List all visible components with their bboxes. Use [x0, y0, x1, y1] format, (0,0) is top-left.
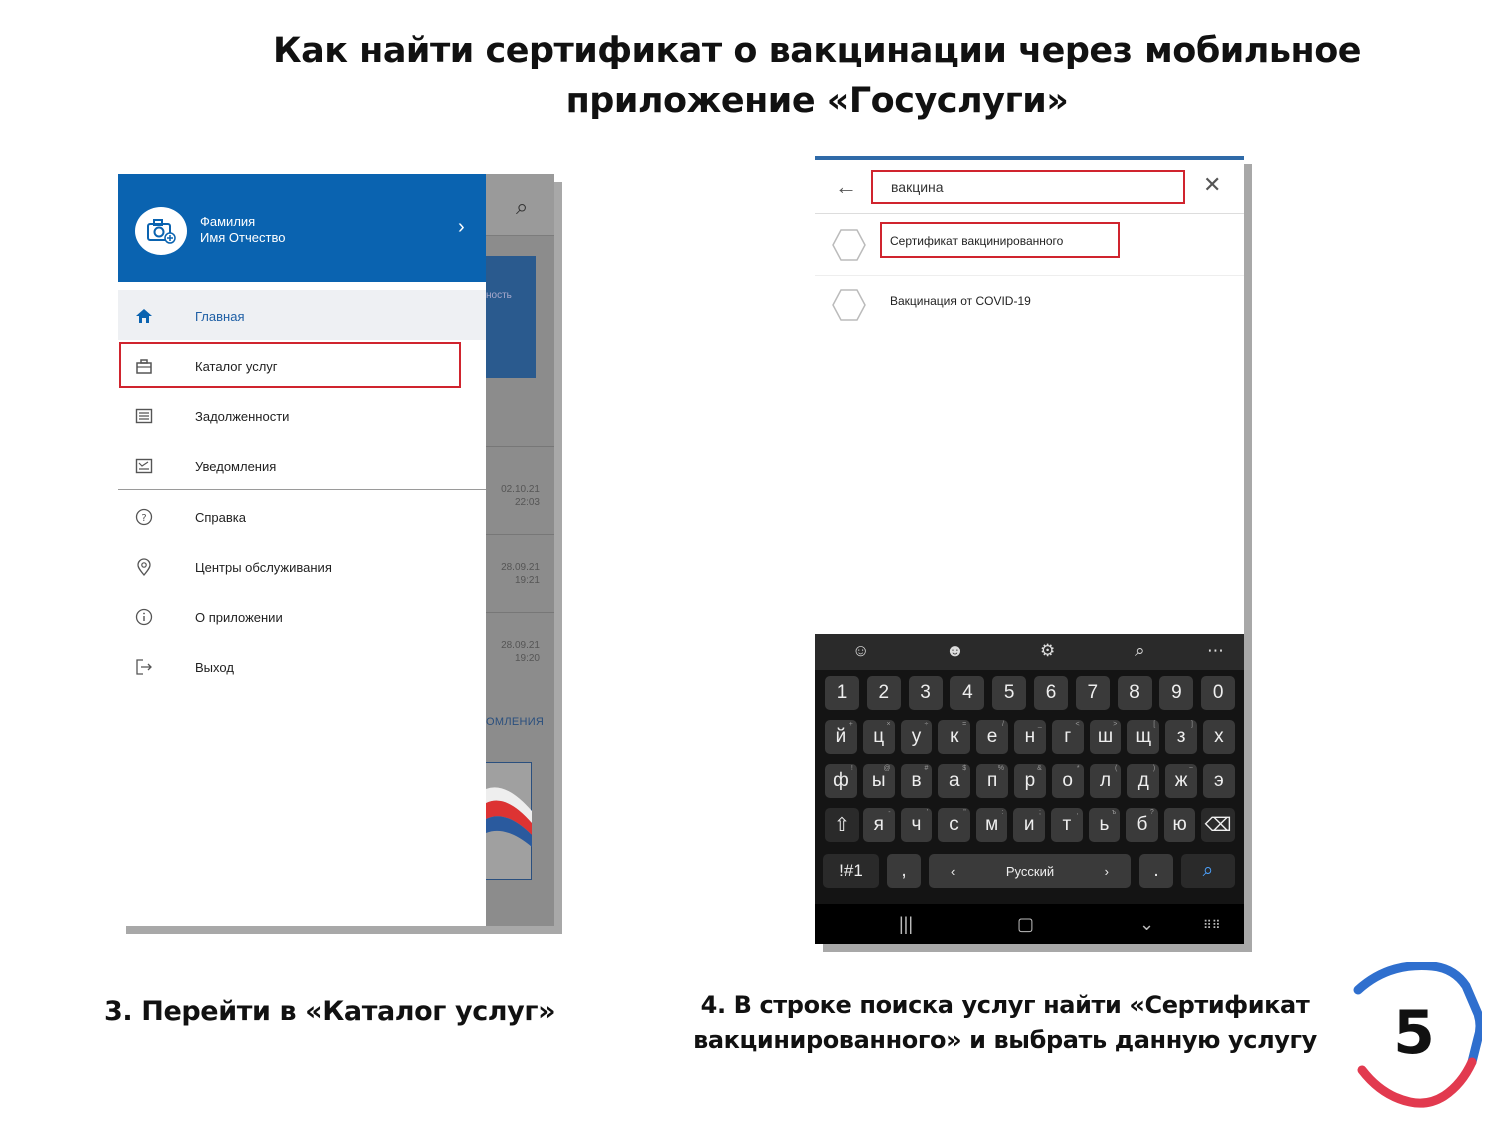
search-bar	[815, 160, 1244, 214]
home-icon	[134, 306, 154, 326]
title-line-1: Как найти сертификат о вакцинации через мобильное	[272, 31, 1362, 71]
search-icon[interactable]: ⌕	[1135, 641, 1145, 660]
emoji-icon[interactable]: ☺	[852, 641, 870, 660]
keyboard-switch-icon[interactable]: ⠿⠿	[1203, 918, 1221, 932]
background-row	[486, 612, 554, 688]
letter-key[interactable]	[1127, 720, 1159, 754]
notifications-icon	[134, 456, 154, 476]
menu-item-service-centers[interactable]	[118, 541, 486, 591]
key-secondary-label: =	[962, 721, 967, 728]
row-date: 28.09.21	[501, 562, 540, 573]
key-label: ш	[1097, 726, 1114, 747]
key-label: т	[1062, 814, 1072, 835]
row-time: 22:03	[514, 497, 540, 508]
letter-key[interactable]	[1014, 720, 1046, 754]
menu-item-label: Уведомления	[195, 459, 277, 474]
background-banner	[486, 762, 532, 880]
key-secondary-label: ]	[1191, 721, 1193, 728]
key-secondary-label: :	[1001, 809, 1004, 816]
menu-item-about[interactable]	[118, 591, 486, 641]
letter-key[interactable]	[901, 764, 933, 798]
key-label: с	[949, 814, 959, 835]
letter-key[interactable]	[901, 808, 933, 842]
letter-key[interactable]	[863, 720, 895, 754]
background-card	[486, 256, 536, 378]
highlight-catalog	[119, 342, 461, 388]
result-label: Вакцинация от COVID-19	[890, 294, 1031, 308]
number-key[interactable]: 5	[992, 676, 1026, 710]
key-label: з	[1176, 726, 1186, 747]
key-secondary-label: %	[997, 765, 1004, 772]
key-secondary-label: &	[1037, 765, 1042, 772]
key-label: г	[1064, 726, 1072, 747]
letter-key[interactable]	[976, 808, 1008, 842]
logout-icon	[134, 657, 154, 677]
symbols-key[interactable]: !#1	[823, 854, 879, 888]
letter-key[interactable]	[1089, 808, 1121, 842]
letter-key[interactable]	[976, 720, 1008, 754]
menu-item-label: Главная	[195, 309, 245, 324]
letter-key[interactable]	[1052, 764, 1084, 798]
key-label: е	[986, 726, 998, 747]
close-icon[interactable]: ✕	[1203, 172, 1222, 197]
profile-name	[200, 214, 285, 246]
location-icon	[134, 557, 154, 577]
space-key[interactable]	[929, 854, 1131, 888]
help-icon	[134, 507, 154, 527]
flag-graphic	[486, 763, 532, 881]
screenshot-menu	[118, 174, 554, 926]
menu-item-label: Выход	[195, 660, 234, 675]
key-label: б	[1136, 814, 1148, 835]
key-secondary-label: /	[1002, 721, 1004, 728]
key-label: п	[986, 770, 998, 791]
background-row	[486, 534, 554, 610]
gear-icon[interactable]: ⚙	[1040, 641, 1056, 660]
number-key[interactable]: 8	[1118, 676, 1152, 710]
space-language-label: Русский	[1005, 863, 1055, 879]
key-label: ю	[1172, 814, 1187, 835]
key-secondary-label: ,	[1076, 809, 1079, 816]
system-nav-bar	[815, 904, 1244, 944]
letter-key[interactable]	[863, 808, 895, 842]
menu-item-label: Справка	[195, 510, 246, 525]
number-key[interactable]: 6	[1034, 676, 1068, 710]
title-line-2: приложение «Госуслуги»	[565, 81, 1069, 121]
recent-apps-icon[interactable]: |||	[899, 914, 914, 934]
row-date: 02.10.21	[501, 484, 540, 495]
letter-key[interactable]	[1127, 764, 1159, 798]
key-secondary-label: #	[924, 765, 929, 772]
menu-item-help[interactable]	[118, 491, 486, 541]
key-label: й	[835, 726, 847, 747]
row-time: 19:20	[514, 653, 540, 664]
key-secondary-label: @	[883, 765, 891, 772]
menu-item-label: Каталог услуг	[195, 359, 278, 374]
number-key[interactable]: 1	[825, 676, 859, 710]
key-secondary-label: ~	[1188, 765, 1193, 772]
key-label: щ	[1135, 726, 1152, 747]
row-date: 28.09.21	[501, 640, 540, 651]
key-secondary-label: >	[1113, 721, 1118, 728]
key-label: ф	[833, 770, 849, 791]
search-key[interactable]: ⌕	[1181, 854, 1235, 888]
key-secondary-label: ъ	[1111, 809, 1117, 816]
menu-item-debts[interactable]	[118, 390, 486, 440]
key-secondary-label: *	[1076, 765, 1080, 772]
background-app	[486, 174, 554, 926]
chevron-left-icon: ‹	[951, 863, 956, 879]
profile-surname: Фамилия	[200, 214, 256, 229]
key-secondary-label: ?	[1149, 809, 1154, 816]
step-4-caption-line-2: вакцинированного» и выбрать данную услугу	[693, 1026, 1317, 1054]
letter-key[interactable]	[1014, 764, 1046, 798]
keyboard-toolbar	[815, 634, 1244, 670]
profile-given-name: Имя Отчество	[200, 230, 286, 245]
letter-key[interactable]	[1164, 808, 1196, 842]
key-label: к	[950, 726, 959, 747]
page-title	[200, 26, 1434, 126]
letter-key[interactable]	[938, 808, 970, 842]
key-label: д	[1137, 770, 1149, 791]
key-secondary-label: $	[962, 765, 967, 772]
letter-key[interactable]	[1013, 808, 1045, 842]
row-time: 19:21	[514, 575, 540, 586]
key-label: р	[1024, 770, 1036, 791]
on-screen-keyboard	[815, 634, 1244, 944]
letter-key[interactable]	[976, 764, 1008, 798]
period-key[interactable]: .	[1139, 854, 1173, 888]
search-input[interactable]	[871, 170, 1185, 204]
key-secondary-label: ×	[886, 721, 891, 728]
search-result-vaccination[interactable]	[815, 276, 1244, 336]
shift-key[interactable]: ⇧	[825, 808, 859, 842]
key-label: ь	[1099, 814, 1110, 835]
key-label: у	[911, 726, 922, 747]
key-secondary-label: '	[926, 809, 929, 816]
screenshot-search	[815, 156, 1244, 944]
menu-item-notifications[interactable]	[118, 440, 486, 490]
number-key[interactable]: 3	[909, 676, 943, 710]
key-secondary-label: ÷	[924, 721, 929, 728]
background-header	[486, 174, 554, 236]
number-key[interactable]: 0	[1201, 676, 1235, 710]
back-arrow-icon[interactable]: ←	[835, 174, 857, 199]
chevron-right-icon: ›	[1104, 863, 1109, 879]
key-secondary-label: (	[1115, 765, 1118, 772]
result-label: Сертификат вакцинированного	[890, 234, 1064, 248]
profile-header[interactable]	[118, 174, 486, 282]
service-hexagon-icon	[831, 228, 867, 262]
letter-key[interactable]	[1052, 720, 1084, 754]
step-4-caption	[660, 988, 1350, 1058]
key-label: ч	[911, 814, 922, 835]
menu-divider	[118, 489, 486, 490]
letter-key[interactable]	[938, 720, 970, 754]
chevron-right-icon[interactable]: ›	[458, 216, 465, 238]
letter-key[interactable]	[1090, 720, 1122, 754]
letter-key[interactable]	[825, 720, 857, 754]
menu-item-label: Центры обслуживания	[195, 560, 332, 575]
menu-item-home[interactable]	[118, 290, 486, 340]
step-3-caption: 3. Перейти в «Каталог услуг»	[104, 996, 556, 1027]
key-secondary-label: "	[963, 809, 966, 816]
letter-key[interactable]	[1165, 720, 1197, 754]
letter-key[interactable]	[901, 720, 933, 754]
key-secondary-label: +	[848, 721, 853, 728]
key-secondary-label: <	[1075, 721, 1080, 728]
key-label: я	[873, 814, 884, 835]
highlight-certificate	[880, 222, 1120, 258]
key-secondary-label: [	[1153, 721, 1156, 728]
letter-key[interactable]	[863, 764, 895, 798]
key-label: ы	[871, 770, 886, 791]
number-key[interactable]: 9	[1159, 676, 1193, 710]
more-icon[interactable]: ⋯	[1207, 641, 1224, 660]
letter-key[interactable]	[1165, 764, 1197, 798]
key-secondary-label: -	[888, 809, 891, 816]
key-label: л	[1099, 770, 1112, 791]
step-4-caption-line-1: 4. В строке поиска услуг найти «Сертификат	[700, 991, 1310, 1019]
key-label: ц	[873, 726, 885, 747]
avatar[interactable]	[135, 207, 187, 255]
search-icon[interactable]: ⌕	[516, 194, 529, 219]
key-label: о	[1062, 770, 1073, 791]
letter-key[interactable]	[825, 764, 857, 798]
info-icon	[134, 607, 154, 627]
key-secondary-label: )	[1152, 765, 1156, 772]
background-card-label: ность	[486, 290, 512, 301]
key-label: а	[949, 770, 960, 791]
key-secondary-label: !	[850, 765, 853, 772]
key-label: и	[1023, 814, 1035, 835]
key-label: ж	[1174, 770, 1188, 791]
service-hexagon-icon	[831, 288, 867, 322]
menu-item-label: Задолженности	[195, 409, 290, 424]
letter-key[interactable]	[1126, 808, 1158, 842]
comma-key[interactable]: ,	[887, 854, 921, 888]
sticker-icon[interactable]: ☻	[946, 641, 964, 660]
menu-item-logout[interactable]	[118, 641, 486, 691]
number-key[interactable]: 4	[950, 676, 984, 710]
key-label: х	[1214, 726, 1224, 747]
key-label: э	[1214, 770, 1224, 791]
key-label: м	[985, 814, 999, 835]
letter-key[interactable]	[1203, 720, 1235, 754]
letter-key[interactable]	[1051, 808, 1083, 842]
background-row	[486, 446, 554, 522]
camera-add-icon	[146, 218, 176, 244]
key-label: в	[911, 770, 922, 791]
home-button-icon[interactable]: ▢	[1017, 914, 1035, 934]
number-key[interactable]: 2	[867, 676, 901, 710]
chevron-down-icon[interactable]: ⌄	[1139, 914, 1155, 934]
letter-key[interactable]	[1090, 764, 1122, 798]
svg-text:?: ?	[141, 513, 147, 524]
background-link: ОМЛЕНИЯ	[486, 716, 545, 728]
letter-key[interactable]	[1203, 764, 1235, 798]
key-secondary-label: _	[1037, 721, 1042, 728]
key-label: н	[1024, 726, 1036, 747]
backspace-key[interactable]: ⌫	[1201, 808, 1235, 842]
menu-item-label: О приложении	[195, 610, 283, 625]
number-key[interactable]: 7	[1076, 676, 1110, 710]
side-menu	[118, 174, 486, 926]
letter-key[interactable]	[938, 764, 970, 798]
debts-icon	[134, 406, 154, 426]
key-secondary-label: ;	[1039, 809, 1041, 816]
page-number: 5	[1393, 998, 1435, 1068]
